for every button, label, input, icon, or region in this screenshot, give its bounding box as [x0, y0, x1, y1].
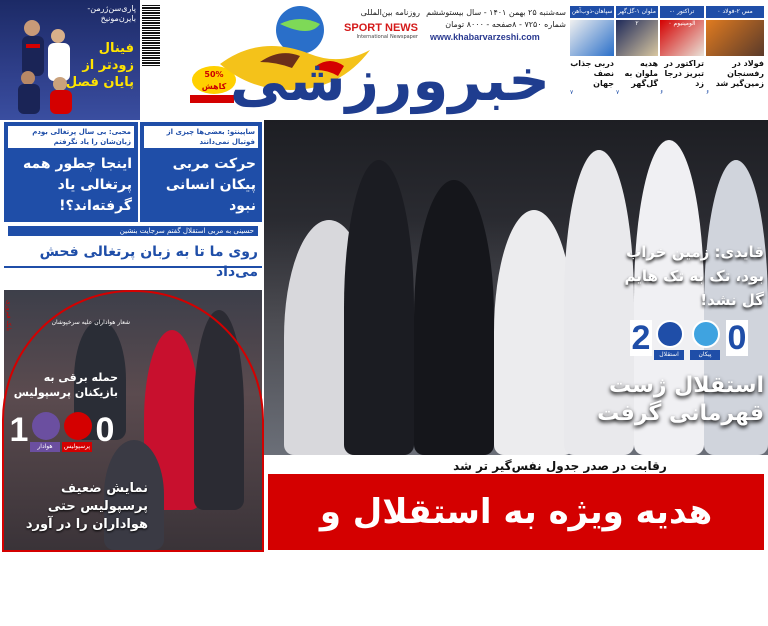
column-mohebbi[interactable] — [4, 122, 138, 222]
column-sapinto[interactable] — [140, 122, 262, 222]
teaser-score: تراکتور ۰-آلومینیوم ۰ — [660, 6, 704, 18]
teaser-mes-foolad[interactable] — [706, 6, 764, 116]
teaser-score: ملوان ۱-گل‌گهر ۲ — [617, 8, 656, 27]
column-kicker: محبی: بی سال پرتغالی بودم زبان‌شان را یاد نگرفتم — [8, 126, 134, 148]
ghaedi-quote[interactable]: قایدی: زمین خراب بود، تک به تک هایم گل نشد! — [624, 243, 764, 309]
sub-banner[interactable] — [4, 224, 262, 280]
sport-news-label: روزنامه بین‌المللی — [360, 8, 420, 17]
column-headline: اینجا چطور همه پرتغالی یاد گرفته‌اند؟! — [22, 156, 132, 214]
teaser-tractor-aluminium[interactable] — [660, 6, 704, 116]
issue-number: شماره ۷۲۵۰ - ۸صفحه - ۸۰۰۰ تومان — [445, 20, 566, 29]
peykan-logo — [692, 320, 720, 348]
teaser-image — [570, 20, 614, 56]
esteghlal-logo — [656, 320, 684, 348]
teaser-page-number: ۶ — [706, 89, 710, 96]
teaser-page-number: ۷ — [616, 89, 620, 96]
teaser-score: سپاهان-ذوب‌آهن — [570, 6, 614, 18]
perspolis-logo — [64, 412, 92, 440]
player-figure — [414, 180, 494, 455]
teaser-page-number: ۶ — [660, 89, 664, 96]
player-figure — [344, 160, 414, 455]
score-away: 2 — [631, 319, 651, 357]
esteghlal-headline[interactable]: استقلال ژست قهرمانی گرفت — [597, 373, 764, 426]
logo-text: خبرورزشی — [229, 46, 550, 114]
sport-news-tagline: International Newspaper — [356, 34, 418, 40]
havadar-logo — [32, 412, 60, 440]
teaser-image — [706, 20, 764, 56]
promo-title[interactable]: فینال زودتر از پایان فصل — [65, 41, 134, 90]
column-kicker: ساپینتو: بعضی‌ها چیزی از فوتبال نمی‌دانند — [144, 126, 258, 148]
teaser-page-number: ۷ — [570, 89, 574, 96]
away-team-label: استقلال — [654, 350, 684, 360]
main-headline[interactable]: هدیه ویژه به استقلال و سپاهان — [268, 474, 764, 550]
teaser-headline: دربی جذاب نصف جهان — [570, 59, 614, 88]
teaser-malavan-golgohar[interactable] — [616, 6, 658, 116]
teaser-score: مس ۲-فولاد ۰ — [706, 6, 764, 18]
home-team-label: پرسپولیس — [63, 443, 91, 450]
price-badge: 50% کاهش — [192, 66, 236, 94]
fans-caption: شعار هواداران علیه سرخپوشان — [51, 319, 130, 326]
barcode — [142, 4, 160, 66]
away-team-label: هوادار — [30, 442, 60, 452]
fans-headline[interactable]: حمله برقی به بازیکنان پرسپولیس — [13, 371, 118, 399]
player-figure — [494, 210, 574, 455]
perspolis-scoreboard — [8, 408, 118, 452]
issue-date: سه‌شنبه ۲۵ بهمن ۱۴۰۱ - سال بیستوششم — [426, 8, 566, 17]
esteghlal-scoreboard — [630, 316, 762, 362]
vertical-credit: بابک فیروزی — [5, 300, 12, 331]
site-url-link[interactable]: www.khabarvarzeshi.com — [430, 32, 540, 42]
home-team-label: پیکان — [690, 350, 720, 360]
bottom-kicker: رقابت در صدر جدول نفس‌گیر تر شد — [453, 459, 667, 473]
player-figure — [194, 310, 244, 510]
score-away: 1 — [9, 411, 29, 449]
sport-news-brand: SPORT NEWS — [344, 22, 418, 34]
score-home: 0 — [727, 319, 747, 357]
sub-banner-kicker: حسینی به مربی استقلال گفتم سرجایت بنشین — [8, 226, 258, 236]
teaser-headline: هدیه ملوان به گل‌گهر — [624, 59, 658, 88]
sub-banner-headline: روی ما تا به زبان پرتغالی فحش می‌داد — [39, 244, 258, 280]
score-home: 0 — [95, 411, 115, 449]
perspolis-headline[interactable]: نمایش ضعیف پرسپولیس حتی هواداران را در آورد — [25, 481, 148, 532]
teaser-headline: تراکتور در تبریز درجا زد — [664, 59, 704, 88]
column-headline: حرکت مربی پیکان انسانی نبود — [165, 156, 256, 214]
teaser-sepahan-zob[interactable] — [570, 6, 614, 116]
teaser-headline: فولاد در رفسنجان زمین‌گیر شد — [715, 59, 764, 88]
promo-subtitle: پاری‌سن‌ژرمن-بایرن‌مونیخ — [87, 4, 136, 23]
promo-panel[interactable] — [0, 0, 140, 120]
